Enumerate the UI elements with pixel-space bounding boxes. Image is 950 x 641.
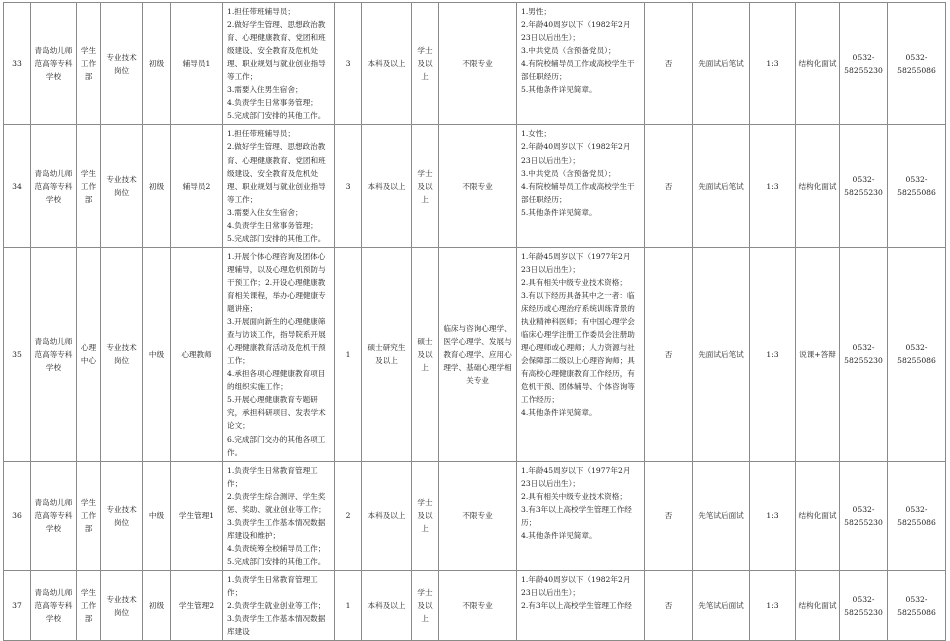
cell-degree: 学士及以上 <box>412 125 439 247</box>
cell-no: 36 <box>4 461 31 570</box>
cell-dept: 学生工作部 <box>77 461 101 570</box>
conditions-line: 5.其他条件详见简章。 <box>521 207 597 217</box>
duties-line: 3.负责学生工作基本情况数据库建设和维护； <box>227 517 326 540</box>
duties-line: 3.需要入住女生宿舍； <box>227 207 303 217</box>
cell-exam-method: 先面试后笔试 <box>693 3 750 125</box>
conditions-line: 4.有院校辅导员工作或高校学生干部任职经历； <box>521 59 635 82</box>
cell-unit: 青岛幼儿师范高等专科学校 <box>31 461 77 570</box>
cell-post-type: 专业技术岗位 <box>101 570 143 640</box>
cell-duties <box>223 247 335 461</box>
conditions-line: 3.有以下经历具备其中之一者：临床经历或心理治疗系统训练背景的执业精神科医师；有中国心理学会临床心理学注册工作委员会注册助理心理师或心理师；人力资源与社会保障部二级以上心理咨询师；具有高校心理健康教育工作经历，有危机干预、团体辅导、个体咨询等工作经历； <box>521 290 635 405</box>
cell-exam-method: 先面试后笔试 <box>693 247 750 461</box>
cell-ratio: 1:3 <box>750 3 796 125</box>
cell-phone-1: 0532-58255230 <box>840 125 888 247</box>
cell-phone-1: 0532-58255230 <box>840 461 888 570</box>
duties-line: 3.开展面向新生的心理健康筛查与访谈工作，指导院系开展心理健康教育活动及危机干预工作； <box>227 317 326 366</box>
cell-duties <box>223 3 335 125</box>
duties-line: 3.需要入住男生宿舍； <box>227 85 303 95</box>
cell-duties <box>223 125 335 247</box>
duties-line: 5.开展心理健康教育专题研究，承担科研项目、发表学术论文； <box>227 395 326 431</box>
table-row <box>4 125 946 247</box>
cell-education: 本科及以上 <box>362 3 412 125</box>
cell-no: 34 <box>4 125 31 247</box>
conditions-line: 2.年龄40周岁以下（1982年2月23日以后出生）； <box>521 20 631 43</box>
cell-post-type: 专业技术岗位 <box>101 125 143 247</box>
cell-count: 2 <box>335 461 362 570</box>
cell-interview: 结构化面试 <box>796 3 840 125</box>
duties-line: 5.完成部门安排的其他工作。 <box>227 556 326 566</box>
cell-major: 临床与咨询心理学、医学心理学、发展与教育心理学、应用心理学、基础心理学相关专业 <box>439 247 517 461</box>
cell-degree: 学士及以上 <box>412 3 439 125</box>
cell-major: 不限专业 <box>439 3 517 125</box>
cell-recruit-exam: 否 <box>645 461 693 570</box>
cell-phone-2: 0532-58255086 <box>888 125 946 247</box>
conditions-line: 1.女性； <box>521 129 552 139</box>
cell-education: 本科及以上 <box>362 570 412 640</box>
duties-line: 2.负责学生综合测评、学生奖惩、奖助、就业创业等工作； <box>227 491 326 514</box>
cell-phone-2: 0532-58255086 <box>888 247 946 461</box>
conditions-line: 2.有3年以上高校学生管理工作经 <box>521 601 632 611</box>
cell-count: 3 <box>335 3 362 125</box>
conditions-line: 4.其他条件详见简章。 <box>521 408 597 418</box>
cell-duties <box>223 461 335 570</box>
conditions-line: 3.有3年以上高校学生管理工作经历； <box>521 504 632 527</box>
cell-unit: 青岛幼儿师范高等专科学校 <box>31 570 77 640</box>
cell-count: 3 <box>335 125 362 247</box>
cell-no: 37 <box>4 570 31 640</box>
cell-major: 不限专业 <box>439 125 517 247</box>
cell-dept: 心理中心 <box>77 247 101 461</box>
conditions-line: 1.年龄40周岁以下（1982年2月23日以后出生）； <box>521 574 631 598</box>
conditions-line: 4.其他条件详见简章。 <box>521 530 597 540</box>
duties-line: 1.担任带班辅导员； <box>227 7 295 16</box>
cell-conditions <box>517 247 645 461</box>
cell-level: 中级 <box>143 461 171 570</box>
conditions-line: 3.中共党员（含预备党员）； <box>521 46 616 56</box>
duties-line: 1.开展个体心理咨询及团体心理辅导，以及心理危机预防与干预工作；2.开设心理健康教育相关课程，举办心理健康专题讲座； <box>227 251 326 314</box>
cell-unit: 青岛幼儿师范高等专科学校 <box>31 125 77 247</box>
cell-post-name: 辅导员1 <box>171 3 223 125</box>
duties-line: 4.承担各项心理健康教育项目的组织实施工作； <box>227 369 326 392</box>
cell-major: 不限专业 <box>439 461 517 570</box>
cell-post-type: 专业技术岗位 <box>101 247 143 461</box>
cell-phone-2: 0532-58255086 <box>888 570 946 640</box>
cell-ratio: 1:3 <box>750 461 796 570</box>
cell-phone-2: 0532-58255086 <box>888 3 946 125</box>
cell-phone-1: 0532-58255230 <box>840 570 888 640</box>
duties-line: 5.完成部门安排的其他工作。 <box>227 111 326 121</box>
conditions-line: 4.有院校辅导员工作或高校学生干部任职经历； <box>521 181 635 204</box>
cell-phone-2: 0532-58255086 <box>888 461 946 570</box>
cell-post-name: 学生管理2 <box>171 570 223 640</box>
cell-conditions <box>517 3 645 125</box>
cell-post-type: 专业技术岗位 <box>101 461 143 570</box>
cell-phone-1: 0532-58255230 <box>840 247 888 461</box>
cell-education: 本科及以上 <box>362 125 412 247</box>
cell-level: 中级 <box>143 247 171 461</box>
conditions-line: 2.年龄40周岁以下（1982年2月23日以后出生）； <box>521 142 631 165</box>
cell-degree: 学士及以上 <box>412 570 439 640</box>
cell-exam-method: 先面试后笔试 <box>693 125 750 247</box>
cell-recruit-exam: 否 <box>645 125 693 247</box>
cell-level: 初级 <box>143 125 171 247</box>
cell-level: 初级 <box>143 570 171 640</box>
cell-recruit-exam: 否 <box>645 247 693 461</box>
duties-line: 4.负责学生日常事务管理； <box>227 98 318 108</box>
cell-degree: 硕士及以上 <box>412 247 439 461</box>
cell-exam-method: 先笔试后面试 <box>693 570 750 640</box>
cell-post-name: 心理教师 <box>171 247 223 461</box>
duties-line: 5.完成部门安排的其他工作。 <box>227 233 326 243</box>
cell-count: 1 <box>335 247 362 461</box>
table-row <box>4 3 946 125</box>
cell-conditions <box>517 461 645 570</box>
cell-education: 本科及以上 <box>362 461 412 570</box>
conditions-line: 1.年龄45周岁以下（1977年2月23日以后出生）； <box>521 465 631 488</box>
cell-post-name: 辅导员2 <box>171 125 223 247</box>
cell-interview: 结构化面试 <box>796 461 840 570</box>
cell-conditions <box>517 125 645 247</box>
conditions-line: 2.具有相关中级专业技术资格； <box>521 491 627 501</box>
duties-line: 1.负责学生日常教育管理工作； <box>227 574 318 598</box>
duties-line: 3.负责学生工作基本情况数据库建设 <box>227 614 326 637</box>
duties-line: 2.做好学生管理、思想政治教育、心理健康教育、党团和班级建设、安全教育及危机处理、职业规划与就业创业指导等工作； <box>227 20 326 82</box>
duties-line: 1.负责学生日常教育管理工作； <box>227 465 318 488</box>
duties-line: 4.负责统筹全校辅导员工作； <box>227 543 326 553</box>
cell-recruit-exam: 否 <box>645 570 693 640</box>
cell-no: 33 <box>4 3 31 125</box>
conditions-line: 1.男性； <box>521 7 552 16</box>
cell-unit: 青岛幼儿师范高等专科学校 <box>31 247 77 461</box>
cell-interview: 说课+答辩 <box>796 247 840 461</box>
cell-conditions <box>517 570 645 640</box>
conditions-line: 1.年龄45周岁以下（1977年2月23日以后出生）； <box>521 251 631 274</box>
recruitment-table <box>3 2 946 641</box>
cell-phone-1: 0532-58255230 <box>840 3 888 125</box>
cell-interview: 结构化面试 <box>796 570 840 640</box>
cell-post-name: 学生管理1 <box>171 461 223 570</box>
duties-line: 6.完成部门交办的其他各项工作。 <box>227 434 326 457</box>
cell-dept: 学生工作部 <box>77 125 101 247</box>
cell-major: 不限专业 <box>439 570 517 640</box>
cell-dept: 学生工作部 <box>77 3 101 125</box>
duties-line: 2.负责学生就业创业等工作； <box>227 601 326 611</box>
cell-degree: 学士及以上 <box>412 461 439 570</box>
table-row <box>4 247 946 461</box>
duties-line: 4.负责学生日常事务管理； <box>227 220 318 230</box>
cell-post-type: 专业技术岗位 <box>101 3 143 125</box>
conditions-line: 3.中共党员（含预备党员）； <box>521 168 616 178</box>
cell-ratio: 1:3 <box>750 125 796 247</box>
table-row <box>4 461 946 570</box>
conditions-line: 5.其他条件详见简章。 <box>521 85 597 95</box>
table-row <box>4 570 946 640</box>
duties-line: 2.做好学生管理、思想政治教育、心理健康教育、党团和班级建设、安全教育及危机处理、职业规划与就业创业指导等工作； <box>227 142 326 204</box>
cell-duties <box>223 570 335 640</box>
cell-unit: 青岛幼儿师范高等专科学校 <box>31 3 77 125</box>
cell-ratio: 1:3 <box>750 570 796 640</box>
cell-ratio: 1:3 <box>750 247 796 461</box>
table-body <box>4 3 946 641</box>
duties-line: 1.担任带班辅导员； <box>227 129 295 139</box>
conditions-line: 2.具有相关中级专业技术资格； <box>521 277 627 287</box>
cell-interview: 结构化面试 <box>796 125 840 247</box>
cell-count: 1 <box>335 570 362 640</box>
cell-level: 初级 <box>143 3 171 125</box>
cell-exam-method: 先笔试后面试 <box>693 461 750 570</box>
cell-education: 硕士研究生及以上 <box>362 247 412 461</box>
cell-no: 35 <box>4 247 31 461</box>
cell-recruit-exam: 否 <box>645 3 693 125</box>
cell-dept: 学生工作部 <box>77 570 101 640</box>
